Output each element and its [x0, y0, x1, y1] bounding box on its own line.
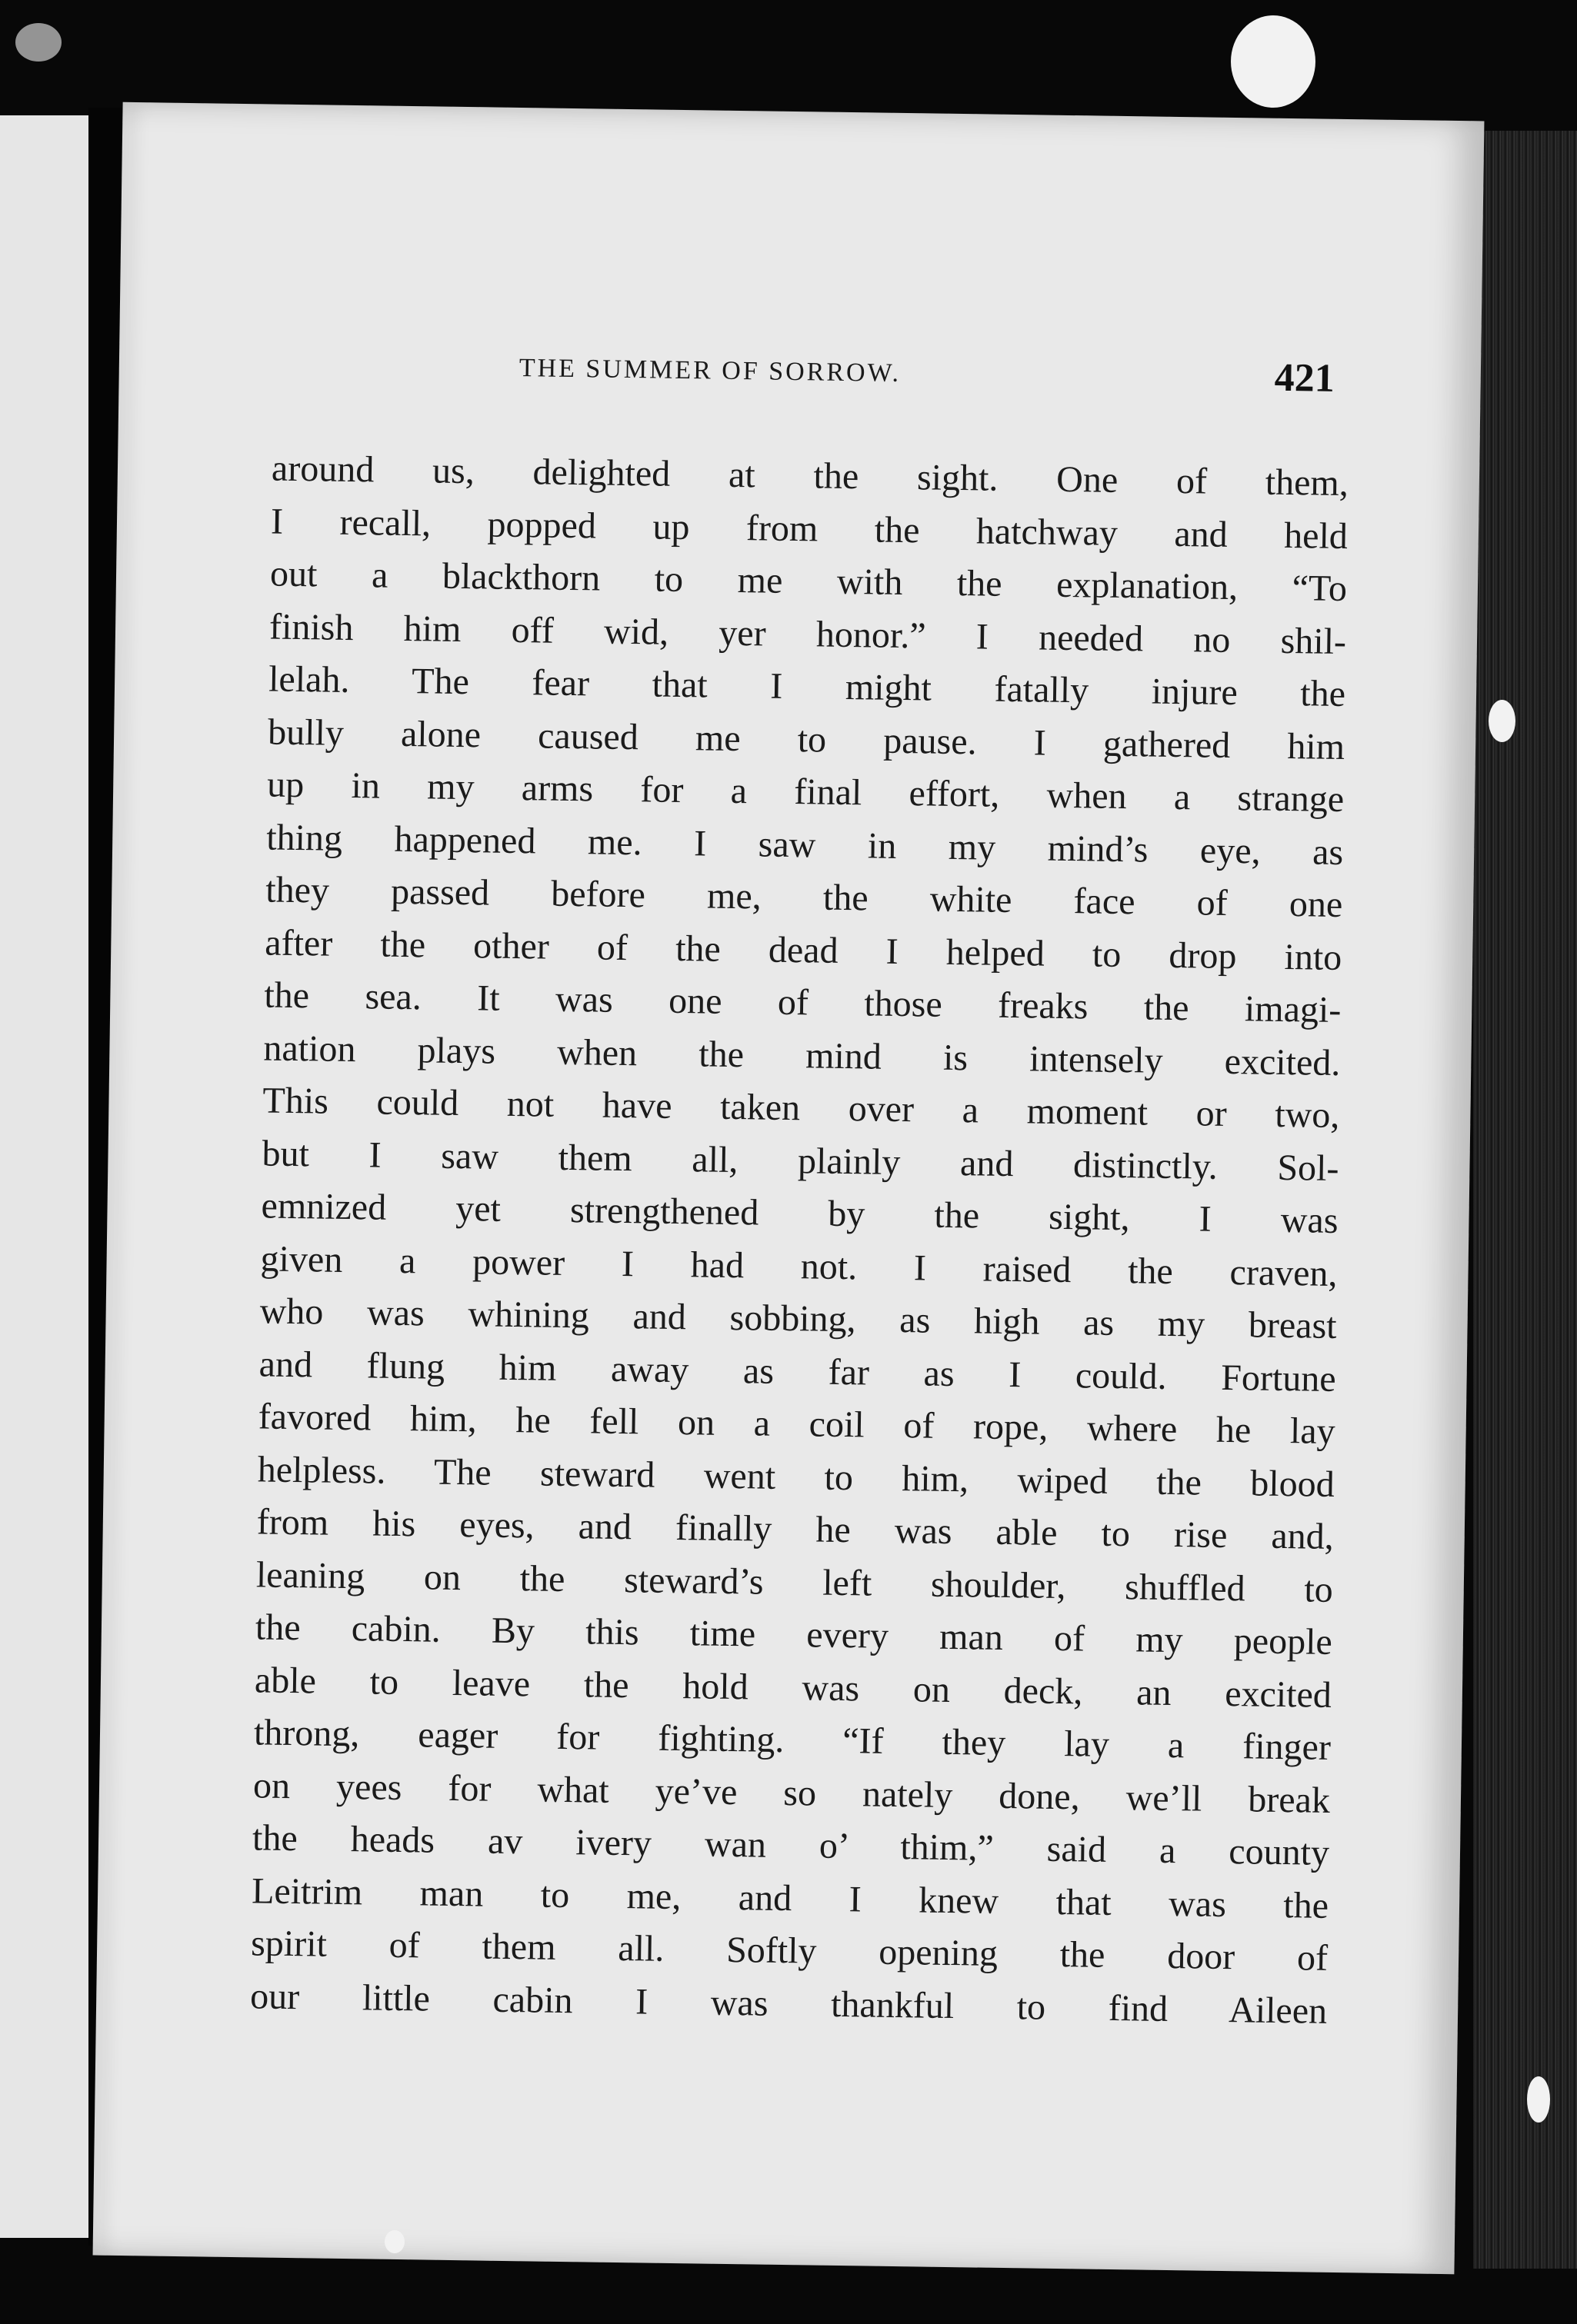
text-line: but I saw them all, plainly and distinctly. Sol-: [262, 1132, 1339, 1189]
text-line: from his eyes, and finally he was able to rise and,: [256, 1501, 1335, 1557]
text-line: spirit of them all. Softly opening the door of: [250, 1923, 1329, 1979]
text-line: who was whining and sobbing, as high as my breast: [259, 1290, 1337, 1347]
running-title: THE SUMMER OF SORROW.: [518, 354, 902, 388]
text-line: they passed before me, the white face of one: [265, 869, 1343, 926]
text-line: thing happened me. I saw in my mind’s eye, as: [265, 816, 1344, 873]
text-line: lelah. The fear that I might fatally injure the: [268, 658, 1346, 715]
dust-speck: [1231, 15, 1315, 108]
text-line: nation plays when the mind is intensely excited.: [263, 1027, 1341, 1084]
body-text: [250, 443, 1349, 2038]
text-line: leaning on the steward’s left shoulder, shuffled to: [255, 1553, 1334, 1610]
dust-speck: [15, 23, 62, 62]
running-head: [365, 336, 1365, 411]
text-line: on yees for what ye’ve so nately done, we’ll break: [252, 1764, 1331, 1821]
text-line: helpless. The steward went to him, wiped the blood: [257, 1448, 1335, 1505]
text-line: out a blackthorn to me with the explanation, “To: [269, 553, 1348, 610]
text-line: the sea. It was one of those freaks the imagi-: [264, 974, 1342, 1031]
text-line: up in my arms for a final effort, when a strange: [266, 764, 1345, 821]
text-line: bully alone caused me to pause. I gathered him: [267, 711, 1345, 767]
text-line: the cabin. By this time every man of my people: [255, 1606, 1333, 1663]
text-line: finish him off wid, yer honor.” I needed no shil-: [268, 606, 1347, 662]
text-line: emnized yet strengthened by the sight, I was: [261, 1185, 1339, 1241]
dust-speck: [1489, 700, 1515, 742]
page-number: 421: [1274, 355, 1335, 401]
text-line: Leitrim man to me, and I knew that was the: [251, 1870, 1329, 1926]
text-line: after the other of the dead I helped to drop into: [265, 921, 1342, 978]
text-line: the heads av ivery wan o’ thim,” said a county: [252, 1817, 1330, 1873]
text-line: and flung him away as far as I could. Fortune: [258, 1343, 1336, 1400]
left-page-edge: [0, 115, 88, 2238]
text-line last: our little cabin I was thankful to find Aileen: [249, 1975, 1328, 2032]
dust-speck: [385, 2230, 405, 2253]
text-line: given a power I had not. I raised the craven,: [260, 1237, 1338, 1294]
text-line: I recall, popped up from the hatchway and held: [270, 501, 1349, 557]
page-block-edge: [1473, 131, 1577, 2269]
text-line: able to leave the hold was on deck, an excited: [254, 1659, 1332, 1716]
book-page: [93, 102, 1485, 2274]
dust-speck: [1527, 2076, 1550, 2123]
text-line: around us, delighted at the sight. One of them,: [271, 448, 1349, 504]
text-line: This could not have taken over a moment or two,: [262, 1080, 1340, 1136]
text-line: favored him, he fell on a coil of rope, where he lay: [258, 1396, 1336, 1452]
text-line: throng, eager for fighting. “If they lay a finger: [253, 1712, 1332, 1768]
